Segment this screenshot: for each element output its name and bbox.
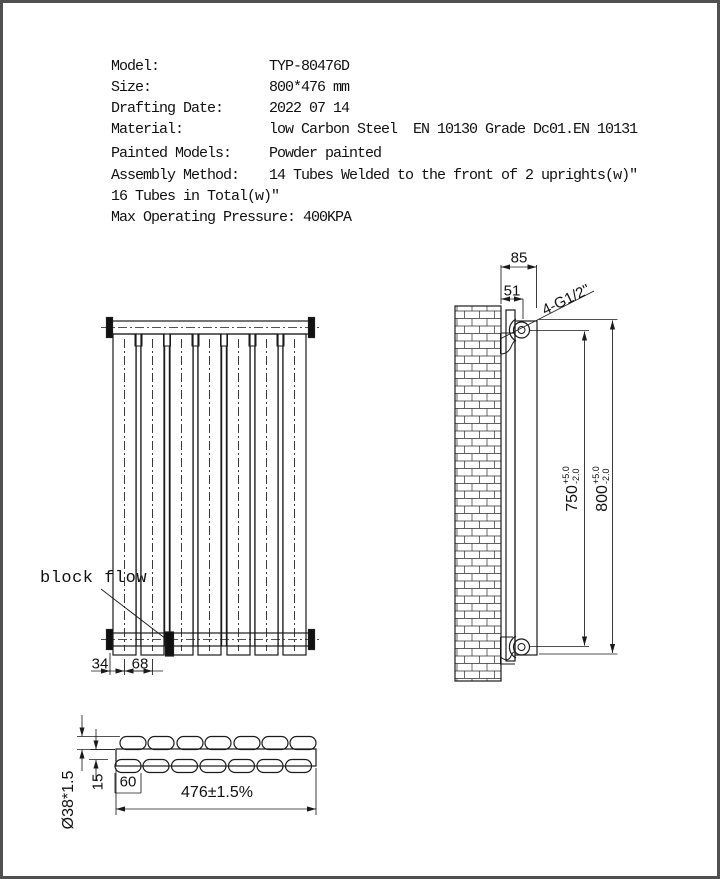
block-flow-annotation: block flow	[40, 569, 148, 588]
dimension-800-nominal: 800	[594, 485, 611, 512]
wall-brick-hatch	[455, 306, 501, 681]
spec-note-line: 16 Tubes in Total(w)"	[111, 188, 280, 205]
spec-label: Material:	[111, 121, 184, 138]
spec-label: Drafting Date:	[111, 100, 224, 117]
spec-value: TYP-80476D	[269, 58, 350, 75]
spec-value: 2022 07 14	[269, 100, 350, 117]
dimension-750-nominal: 750	[564, 485, 581, 512]
dimension-750-tolerance: +5.0 -2.0	[561, 466, 581, 485]
block-flow-plug-mark	[166, 632, 174, 656]
spec-value: low Carbon Steel EN 10130 Grade Dc01.EN 10131	[269, 121, 638, 138]
spec-label: Size:	[111, 79, 152, 96]
rear-tube-sections	[120, 737, 316, 750]
front-centerlines	[101, 328, 320, 652]
spec-note-line: Max Operating Pressure: 400KPA	[111, 209, 352, 226]
spec-label: Painted Models:	[111, 145, 232, 162]
spec-value: Powder painted	[269, 145, 382, 162]
front-view-drawing	[91, 318, 320, 676]
side-upright	[506, 310, 515, 661]
dimension-800-tolerance: +5.0 -2.0	[591, 466, 611, 485]
radiator-technical-drawing-page: Model: TYP-80476D Size: 800*476 mm Drafting Date: 2022 07 14 Material: low Carbon Steel EN 10130 Grade Dc01.EN 10131 Painted Models: Powder painted Assembly Method: 14 Tubes Welded to the front of 2 uprights(w)" 16 Tubes in Total(w)" Max Operating Pressure: 400KPA block flow 34 68 85 51 4-G1/2" 750 +5.0 -2.0 800 +5.0 -2.0 60 15 Ø38*1.5 476±1.5%	[0, 0, 720, 879]
side-tube-profile	[515, 321, 537, 655]
spec-value: 14 Tubes Welded to the front of 2 uprights(w)"	[269, 167, 638, 184]
spec-value: 800*476 mm	[269, 79, 350, 96]
spec-label: Model:	[111, 58, 160, 75]
spec-label: Assembly Method:	[111, 167, 240, 184]
